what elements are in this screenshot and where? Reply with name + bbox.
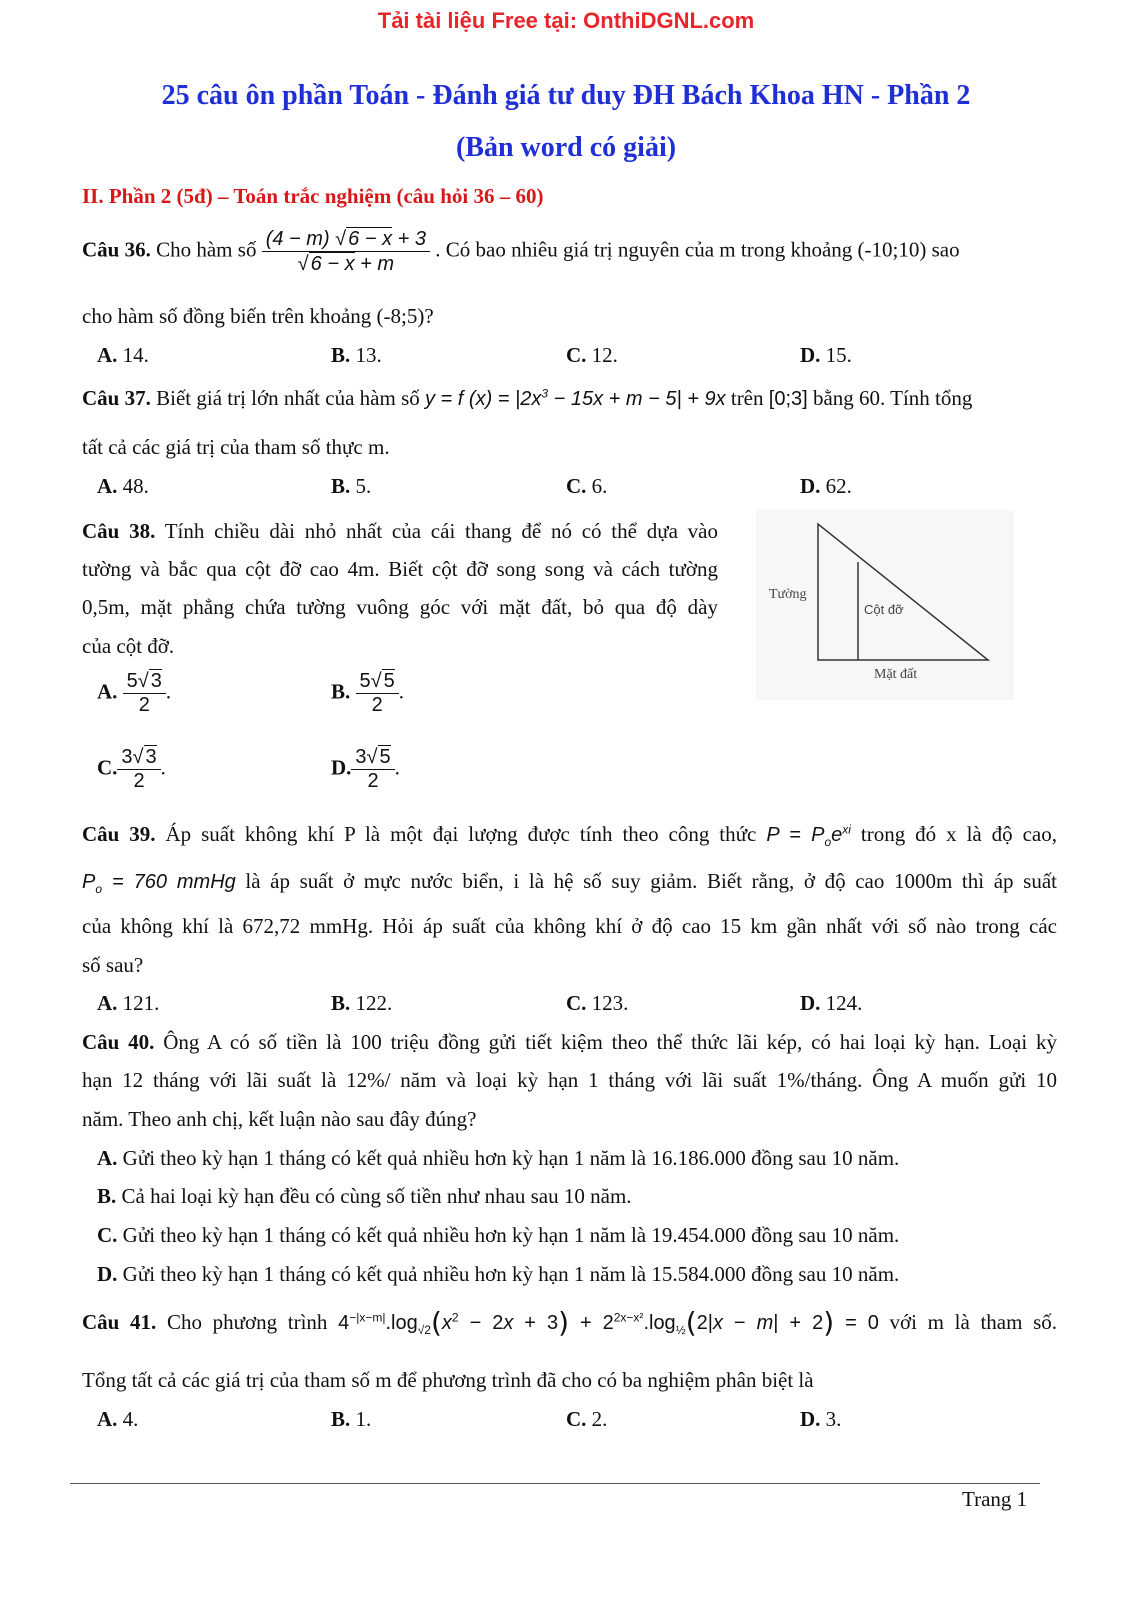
q38-answer-a[interactable]: A. $\frac{5√ 3}{2}$ . [97,670,172,716]
q36-label: Câu 36. [82,237,151,262]
q37-formula: y = f $(x) = |2x^3 - 15x + m - 5| + 9x$ [425,386,726,410]
q38-answer-d[interactable]: D. $\frac{3√ 5}{2}$ . [331,746,400,792]
wall-label: Tường [769,587,807,602]
q37-line1: Câu 37. Biết giá trị lớn nhất của hàm số y = f $(x) = |2x^3 - 15x + m - 5| + 9x$ trên [0;3] bằng 60. Tính tổng [82,386,973,410]
q41-line2: Tổng tất cả các giá trị của tham số m để phương trình đã cho có ba nghiệm phân biệt là [82,1368,814,1392]
q38-label: Câu 38. [82,519,156,543]
q37-answer-d[interactable]: D. 62. [800,474,852,498]
q40-answer-b[interactable]: B. Cả hai loại kỳ hạn đều có cùng số tiền như nhau sau 10 năm. [97,1184,632,1208]
q41-answer-a[interactable]: A. 4. [97,1407,139,1431]
q41-line1: Câu 41. Cho phương trình $4^{-|x-m|}.\log_{√2}(x^2 - 2x + 3) + 2^{2x-x^2}.\log_{\frac{1}{2}}(2|x - m| + 2) = 0$ với m là tham số. [82,1306,1058,1339]
q40-label: Câu 40. [82,1030,155,1054]
q40-answer-d[interactable]: D. Gửi theo kỳ hạn 1 tháng có kết quả nhiều hơn kỳ hạn 1 năm là 15.584.000 đồng sau 10 năm. [97,1262,900,1286]
q36-answer-a[interactable]: A. 14. [97,343,149,367]
q41-answer-b[interactable]: B. 1. [331,1407,372,1431]
doc-title: 25 câu ôn phần Toán - Đánh giá tư duy ĐH Bách Khoa HN - Phần 2 [161,80,971,111]
q37-label: Câu 37. [82,386,151,410]
q36-answer-c[interactable]: C. 12. [566,343,618,367]
q39-answer-c[interactable]: C. 123. [566,991,629,1015]
q36-line1: Câu 36. Cho hàm số $\frac{(4 - m) √ 6 - x + 3}{√ 6 - x + m}$ . Có bao nhiêu giá trị nguyên của m trong khoảng (-10;10) sao [82,228,960,275]
q37-answer-a[interactable]: A. 48. [97,474,149,498]
q41-answer-c[interactable]: C. 2. [566,1407,608,1431]
q40-answer-c[interactable]: C. Gửi theo kỳ hạn 1 tháng có kết quả nhiều hơn kỳ hạn 1 năm là 19.454.000 đồng sau 10 năm. [97,1223,900,1247]
q37-interval: [0;3] [768,388,808,410]
q39-label: Câu 39. [82,822,156,846]
q39-answer-b[interactable]: B. 122. [331,991,393,1015]
q39-answer-d[interactable]: D. 124. [800,991,863,1015]
q37-answer-b[interactable]: B. 5. [331,474,372,498]
section-heading: II. Phần 2 (5đ) – Toán trắc nghiệm (câu hỏi 36 – 60) [82,184,544,208]
post-label: Cột đỡ [864,602,904,617]
q40-line2: hạn 12 tháng với lãi suất là 12%/ năm và loại kỳ hạn 1 tháng với lãi suất 1%/tháng. Ông A muốn gửi 10 [82,1068,1057,1092]
q41-label: Câu 41. [82,1310,157,1334]
q36-answer-b[interactable]: B. 13. [331,343,382,367]
site-banner[interactable]: Tải tài liệu Free tại: OnthiDGNL.com [377,8,755,33]
q36-formula: $\frac{(4 - m) √ 6 - x + 3}{√ 6 - x + m}$ [262,227,430,276]
doc-subtitle: (Bản word có giải) [455,132,677,163]
q39-line3: của không khí là 672,72 mmHg. Hỏi áp suất của không khí ở độ cao 15 km gần nhất với số nào trong các [82,914,1057,938]
q39-line2: $P_o = 760$ mmHg là áp suất ở mực nước biển, i là hệ số suy giảm. Biết rằng, ở độ cao 1000m thì áp suất [82,869,1058,896]
q37-answer-c[interactable]: C. 6. [566,474,608,498]
q39-p0: $P_o = 760$ mmHg [82,871,236,896]
q38-text: Câu 38. Tính chiều dài nhỏ nhất của cái thang để nó có thể dựa vào tường và bắc qua cột đỡ cao 4m. Biết cột đỡ song song và cách tường 0,5m, mặt phẳng chứa tường vuông góc với mặt đất, bỏ qua độ dày của cột đỡ. [82,519,718,658]
q40-line1: Câu 40. Ông A có số tiền là 100 triệu đồng gửi tiết kiệm theo thể thức lãi kép, có hai loại kỳ hạn. Loại kỳ [82,1030,1058,1054]
q39-answer-a[interactable]: A. 121. [97,991,160,1015]
q37-line2: tất cả các giá trị của tham số thực m. [82,435,390,459]
q40-line3: năm. Theo anh chị, kết luận nào sau đây đúng? [82,1107,477,1131]
page-number: Trang 1 [962,1487,1028,1511]
q41-answer-d[interactable]: D. 3. [800,1407,842,1431]
q38-answer-b[interactable]: B. $\frac{5√ 5}{2}$ . [331,670,404,716]
q38-answer-c[interactable]: C. $\frac{3√ 3}{2}$ . [97,746,166,792]
ground-label: Mặt đất [874,667,918,682]
q36-line2: cho hàm số đồng biến trên khoảng (-8;5)? [82,304,434,328]
q39-formula: $P = P_oe^{xi}$ [766,822,851,849]
footer-divider [70,1483,1040,1484]
q40-answer-a[interactable]: A. Gửi theo kỳ hạn 1 tháng có kết quả nhiều hơn kỳ hạn 1 năm là 16.186.000 đồng sau 10 năm. [97,1146,900,1170]
q38-ladder-figure [756,510,1014,700]
q39-line1: Câu 39. Áp suất không khí P là một đại lượng được tính theo công thức $P = P_oe^{xi}$ trong đó x là độ cao, [82,822,1058,849]
q39-line4: số sau? [82,953,144,977]
q36-answer-d[interactable]: D. 15. [800,343,852,367]
q41-formula: $4^{-|x-m|}.\log_{√2}(x^2 - 2x + 3) + 2^{2x-x^2}.\log_{\frac{1}{2}}(2|x - m| + 2) = 0$ [338,1306,879,1339]
